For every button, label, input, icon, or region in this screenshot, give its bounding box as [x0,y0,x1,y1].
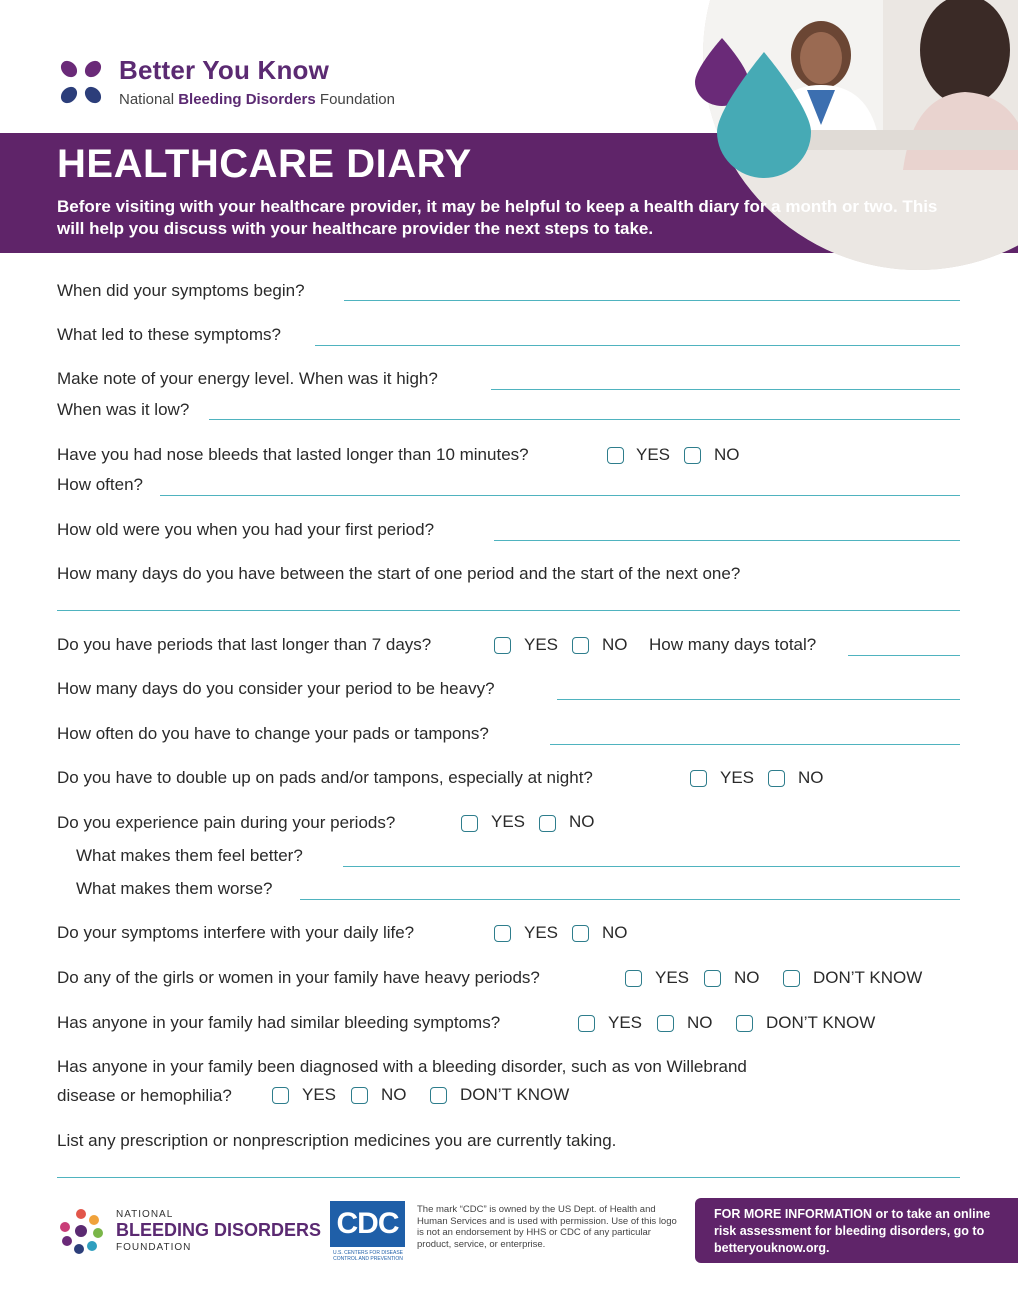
intro-text: Before visiting with your healthcare provider, it may be helpful to keep a health diary for a month or two. This will help you discuss with your healthcare provider the next steps to take. [57,197,938,238]
question-double-up: Do you have to double up on pads and/or tampons, especially at night? [57,768,593,787]
answer-line-first-period[interactable] [494,540,960,541]
periods-7-days-yes-checkbox[interactable] [494,637,511,654]
option-label-no: NO [714,445,740,464]
question-nose-bleeds: Have you had nose bleeds that lasted longer than 10 minutes? [57,445,529,464]
answer-line-days-between[interactable] [57,610,960,611]
question-first-period: How old were you when you had your first period? [57,520,435,539]
nbdf-label-bottom: FOUNDATION [116,1242,192,1253]
question-symptoms-cause: What led to these symptoms? [57,325,281,344]
option-label-no: NO [798,768,824,787]
option-label-dont-know: DON’T KNOW [766,1013,876,1032]
question-days-between: How many days do you have between the start of one period and the start of the next one? [57,564,741,583]
option-label-no: NO [569,812,595,831]
nbdf-logo-icon [57,1207,105,1255]
better-you-know-logo-icon [56,57,106,107]
answer-line-feel-better[interactable] [343,866,960,867]
answer-line-symptoms-begin[interactable] [344,300,960,301]
brand-subtitle: National Bleeding Disorders Foundation [119,91,395,108]
question-family-similar-symptoms: Has anyone in your family had similar bleeding symptoms? [57,1013,501,1032]
question-family-diagnosed-cont: disease or hemophilia? [57,1086,232,1105]
page-title: HEALTHCARE DIARY [57,142,472,186]
question-pain: Do you experience pain during your periods? [57,813,396,832]
family-diagnosed-dont-know-checkbox[interactable] [430,1087,447,1104]
family-similar-yes-checkbox[interactable] [578,1015,595,1032]
pain-yes-checkbox[interactable] [461,815,478,832]
nbdf-label-main: BLEEDING DISORDERS [116,1220,322,1240]
family-heavy-no-checkbox[interactable] [704,970,721,987]
answer-line-heavy-days[interactable] [557,699,960,700]
double-up-no-checkbox[interactable] [768,770,785,787]
option-label-yes: YES [636,445,671,464]
answer-line-change-pads[interactable] [550,744,960,745]
option-label-dont-know: DON’T KNOW [460,1085,570,1104]
question-daily-life: Do your symptoms interfere with your daily life? [57,923,415,942]
answer-line-days-total[interactable] [848,655,960,656]
nbdf-label-top: NATIONAL [116,1209,174,1220]
question-change-pads: How often do you have to change your pads or tampons? [57,724,489,743]
periods-7-days-no-checkbox[interactable] [572,637,589,654]
answer-line-nose-bleeds-often[interactable] [160,495,960,496]
family-diagnosed-yes-checkbox[interactable] [272,1087,289,1104]
answer-line-energy-low[interactable] [209,419,960,420]
family-heavy-dont-know-checkbox[interactable] [783,970,800,987]
option-label-no: NO [381,1085,407,1104]
option-label-no: NO [602,635,628,654]
daily-life-no-checkbox[interactable] [572,925,589,942]
daily-life-yes-checkbox[interactable] [494,925,511,942]
option-label-no: NO [602,923,628,942]
question-heavy-days: How many days do you consider your period to be heavy? [57,679,495,698]
pain-no-checkbox[interactable] [539,815,556,832]
answer-line-energy-high[interactable] [491,389,960,390]
option-label-no: NO [687,1013,713,1032]
family-heavy-yes-checkbox[interactable] [625,970,642,987]
option-label-yes: YES [491,812,526,831]
question-feel-worse: What makes them worse? [76,879,273,898]
cdc-disclaimer: The mark “CDC” is owned by the US Dept. of Health and Human Services and is used with permission. Use of this logo is not an endorsement by HHS or CDC of any particular product, service, or enterprise. [417,1204,677,1250]
cdc-logo: CDC [330,1201,405,1247]
nose-bleeds-yes-checkbox[interactable] [607,447,624,464]
option-label-yes: YES [524,923,559,942]
family-similar-no-checkbox[interactable] [657,1015,674,1032]
question-days-total: How many days total? [649,635,817,654]
answer-line-feel-worse[interactable] [300,899,960,900]
question-family-heavy-periods: Do any of the girls or women in your family have heavy periods? [57,968,540,987]
question-family-diagnosed: Has anyone in your family been diagnosed with a bleeding disorder, such as von Willebrand [57,1057,747,1076]
option-label-no: NO [734,968,760,987]
teal-drop-icon [717,52,811,178]
question-symptoms-begin: When did your symptoms begin? [57,281,305,300]
option-label-yes: YES [524,635,559,654]
option-label-yes: YES [608,1013,643,1032]
question-periods-7-days: Do you have periods that last longer than 7 days? [57,635,432,654]
brand-title: Better You Know [119,55,330,85]
double-up-yes-checkbox[interactable] [690,770,707,787]
question-medicines: List any prescription or nonprescription medicines you are currently taking. [57,1131,617,1150]
nose-bleeds-no-checkbox[interactable] [684,447,701,464]
question-nose-bleeds-often: How often? [57,475,143,494]
more-info-text[interactable]: FOR MORE INFORMATION or to take an online risk assessment for bleeding disorders, go to betteryouknow.org. [714,1207,991,1255]
option-label-yes: YES [302,1085,337,1104]
family-diagnosed-no-checkbox[interactable] [351,1087,368,1104]
answer-line-symptoms-cause[interactable] [315,345,960,346]
family-similar-dont-know-checkbox[interactable] [736,1015,753,1032]
question-feel-better: What makes them feel better? [76,846,303,865]
option-label-dont-know: DON’T KNOW [813,968,923,987]
answer-line-medicines[interactable] [57,1177,960,1178]
cdc-logo-subtitle: U.S. CENTERS FOR DISEASE CONTROL AND PREVENTION [332,1250,403,1262]
option-label-yes: YES [655,968,690,987]
question-energy-high: Make note of your energy level. When was it high? [57,369,438,388]
question-energy-low: When was it low? [57,400,190,419]
option-label-yes: YES [720,768,755,787]
